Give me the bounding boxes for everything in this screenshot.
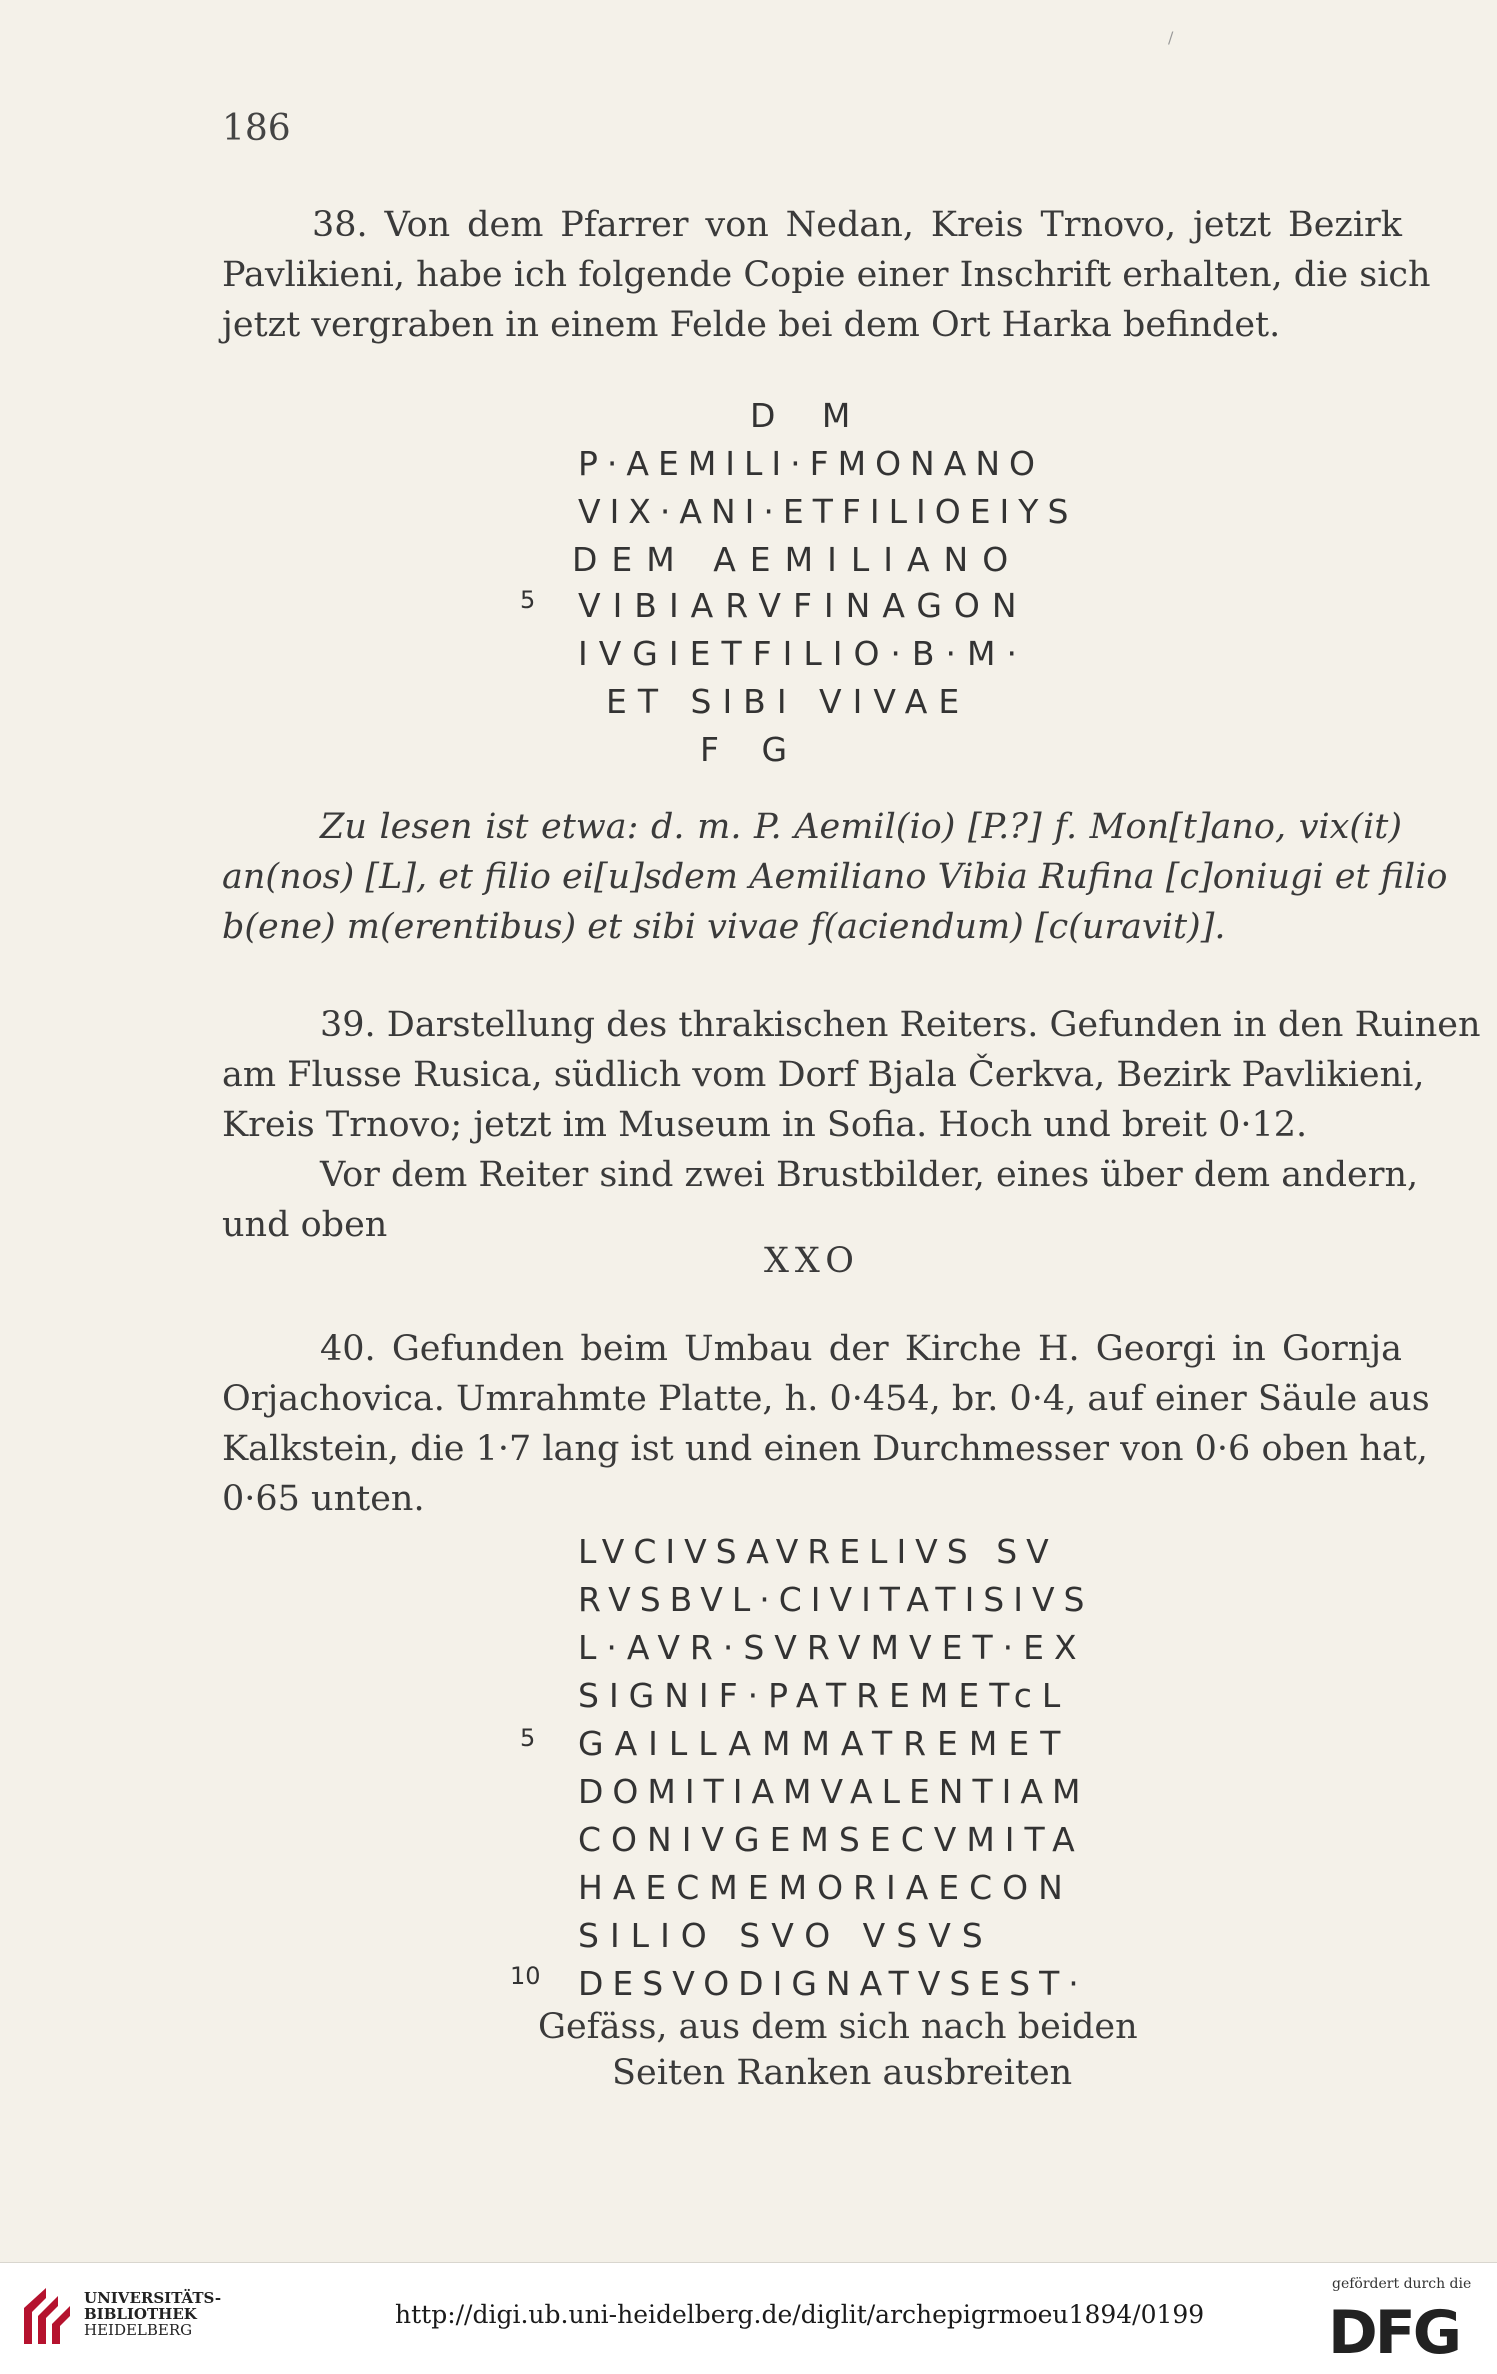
- text-line: 38. Von dem Pfarrer von Nedan, Kreis Trnovo, jetzt Bezirk: [312, 205, 1402, 245]
- inscription-line: DOMITIAMVALENTIAM: [578, 1772, 1090, 1811]
- inscription-line: L·AVR·SVRVMVET·EX: [578, 1628, 1087, 1667]
- dfg-logo: DFG: [1328, 2298, 1460, 2368]
- text-line: Kalkstein, die 1·7 lang ist und einen Durchmesser von 0·6 oben hat,: [222, 1429, 1428, 1469]
- inscription-line: SILIO SVO VSVS: [578, 1916, 994, 1955]
- funding-label: gefördert durch die: [1332, 2276, 1472, 2292]
- inscription-line: CONIVGEMSECVMITA: [578, 1820, 1085, 1859]
- paragraph-38: [222, 200, 1431, 350]
- inscription-line: RVSBVL·CIVITATISIVS: [578, 1580, 1094, 1619]
- text-line: Vor dem Reiter sind zwei Brustbilder, eines über dem andern,: [320, 1155, 1419, 1195]
- ub-name-line: BIBLIOTHEK: [84, 2305, 197, 2323]
- inscription-line: DESVODIGNATVSEST·: [578, 1964, 1088, 2003]
- vessel-caption-line: Gefäss, aus dem sich nach beiden: [538, 2007, 1138, 2047]
- line-number: 5: [520, 1724, 536, 1752]
- paragraph-39: [222, 1000, 1481, 1150]
- text-line: Orjachovica. Umrahmte Platte, h. 0·454, br. 0·4, auf einer Säule aus: [222, 1379, 1430, 1419]
- reading-line: an(nos) [L], et filio ei[u]sdem Aemiliano Vibia Rufina [c]oniugi et filio: [222, 857, 1448, 897]
- margin-mark: /: [1168, 28, 1174, 47]
- inscription-line: ET SIBI VIVAE: [606, 682, 971, 721]
- inscription-line: LVCIVSAVRELIVS SV: [578, 1532, 1058, 1571]
- inscription-line: GAILLAMMATREMET: [578, 1724, 1072, 1763]
- reading-line: Zu lesen ist etwa: d. m. P. Aemil(io) [P.?] f. Mon[t]ano, vix(it): [320, 807, 1402, 847]
- line-number: 5: [520, 586, 536, 614]
- inscription-line: HAECMEMORIAECON: [578, 1868, 1073, 1907]
- university-library-logo-icon: [20, 2282, 75, 2350]
- page-number: 186: [222, 108, 291, 149]
- inscription-line: SIGNIF·PATREMETcL: [578, 1676, 1071, 1715]
- text-line: 39. Darstellung des thrakischen Reiters. Gefunden in den Ruinen: [320, 1005, 1481, 1045]
- paragraph-39-continued: [222, 1150, 1419, 1250]
- digital-library-url-link[interactable]: http://digi.ub.uni-heidelberg.de/diglit/archepigrmoeu1894/0199: [395, 2300, 1205, 2329]
- reading-line: b(ene) m(erentibus) et sibi vivae f(aciendum) [c(uravit)].: [222, 907, 1226, 947]
- text-line: und oben: [222, 1205, 388, 1245]
- inscription-line: DEM AEMILIANO: [572, 540, 1023, 579]
- inscription-line: D M: [750, 396, 869, 435]
- vessel-caption-line: Seiten Ranken ausbreiten: [612, 2053, 1073, 2093]
- line-number: 10: [510, 1962, 541, 1990]
- text-line: Pavlikieni, habe ich folgende Copie einer Inschrift erhalten, die sich: [222, 255, 1431, 295]
- reading-paragraph: [222, 802, 1448, 952]
- inscription-line: F G: [700, 730, 804, 769]
- ub-name-line: UNIVERSITÄTS-: [84, 2289, 222, 2307]
- inscription-line: VIX·ANI·ETFILIOEIYS: [578, 492, 1078, 531]
- xxo-inscription: XXO: [764, 1241, 860, 1281]
- inscription-line: P·AEMILI·FMONANO: [578, 444, 1044, 483]
- university-library-name: [84, 2290, 221, 2338]
- inscription-line: IVGIETFILIO·B·M·: [578, 634, 1029, 673]
- text-line: Kreis Trnovo; jetzt im Museum in Sofia. Hoch und breit 0·12.: [222, 1105, 1308, 1145]
- inscription-line: VIBIARVFINAGON: [578, 586, 1029, 625]
- text-line: 0·65 unten.: [222, 1479, 425, 1519]
- text-line: am Flusse Rusica, südlich vom Dorf Bjala Čerkva, Bezirk Pavlikieni,: [222, 1055, 1425, 1095]
- text-line: jetzt vergraben in einem Felde bei dem Ort Harka befindet.: [222, 305, 1281, 345]
- text-line: 40. Gefunden beim Umbau der Kirche H. Georgi in Gornja: [320, 1329, 1402, 1369]
- paragraph-40: [222, 1324, 1430, 1524]
- ub-name-line: HEIDELBERG: [84, 2321, 193, 2339]
